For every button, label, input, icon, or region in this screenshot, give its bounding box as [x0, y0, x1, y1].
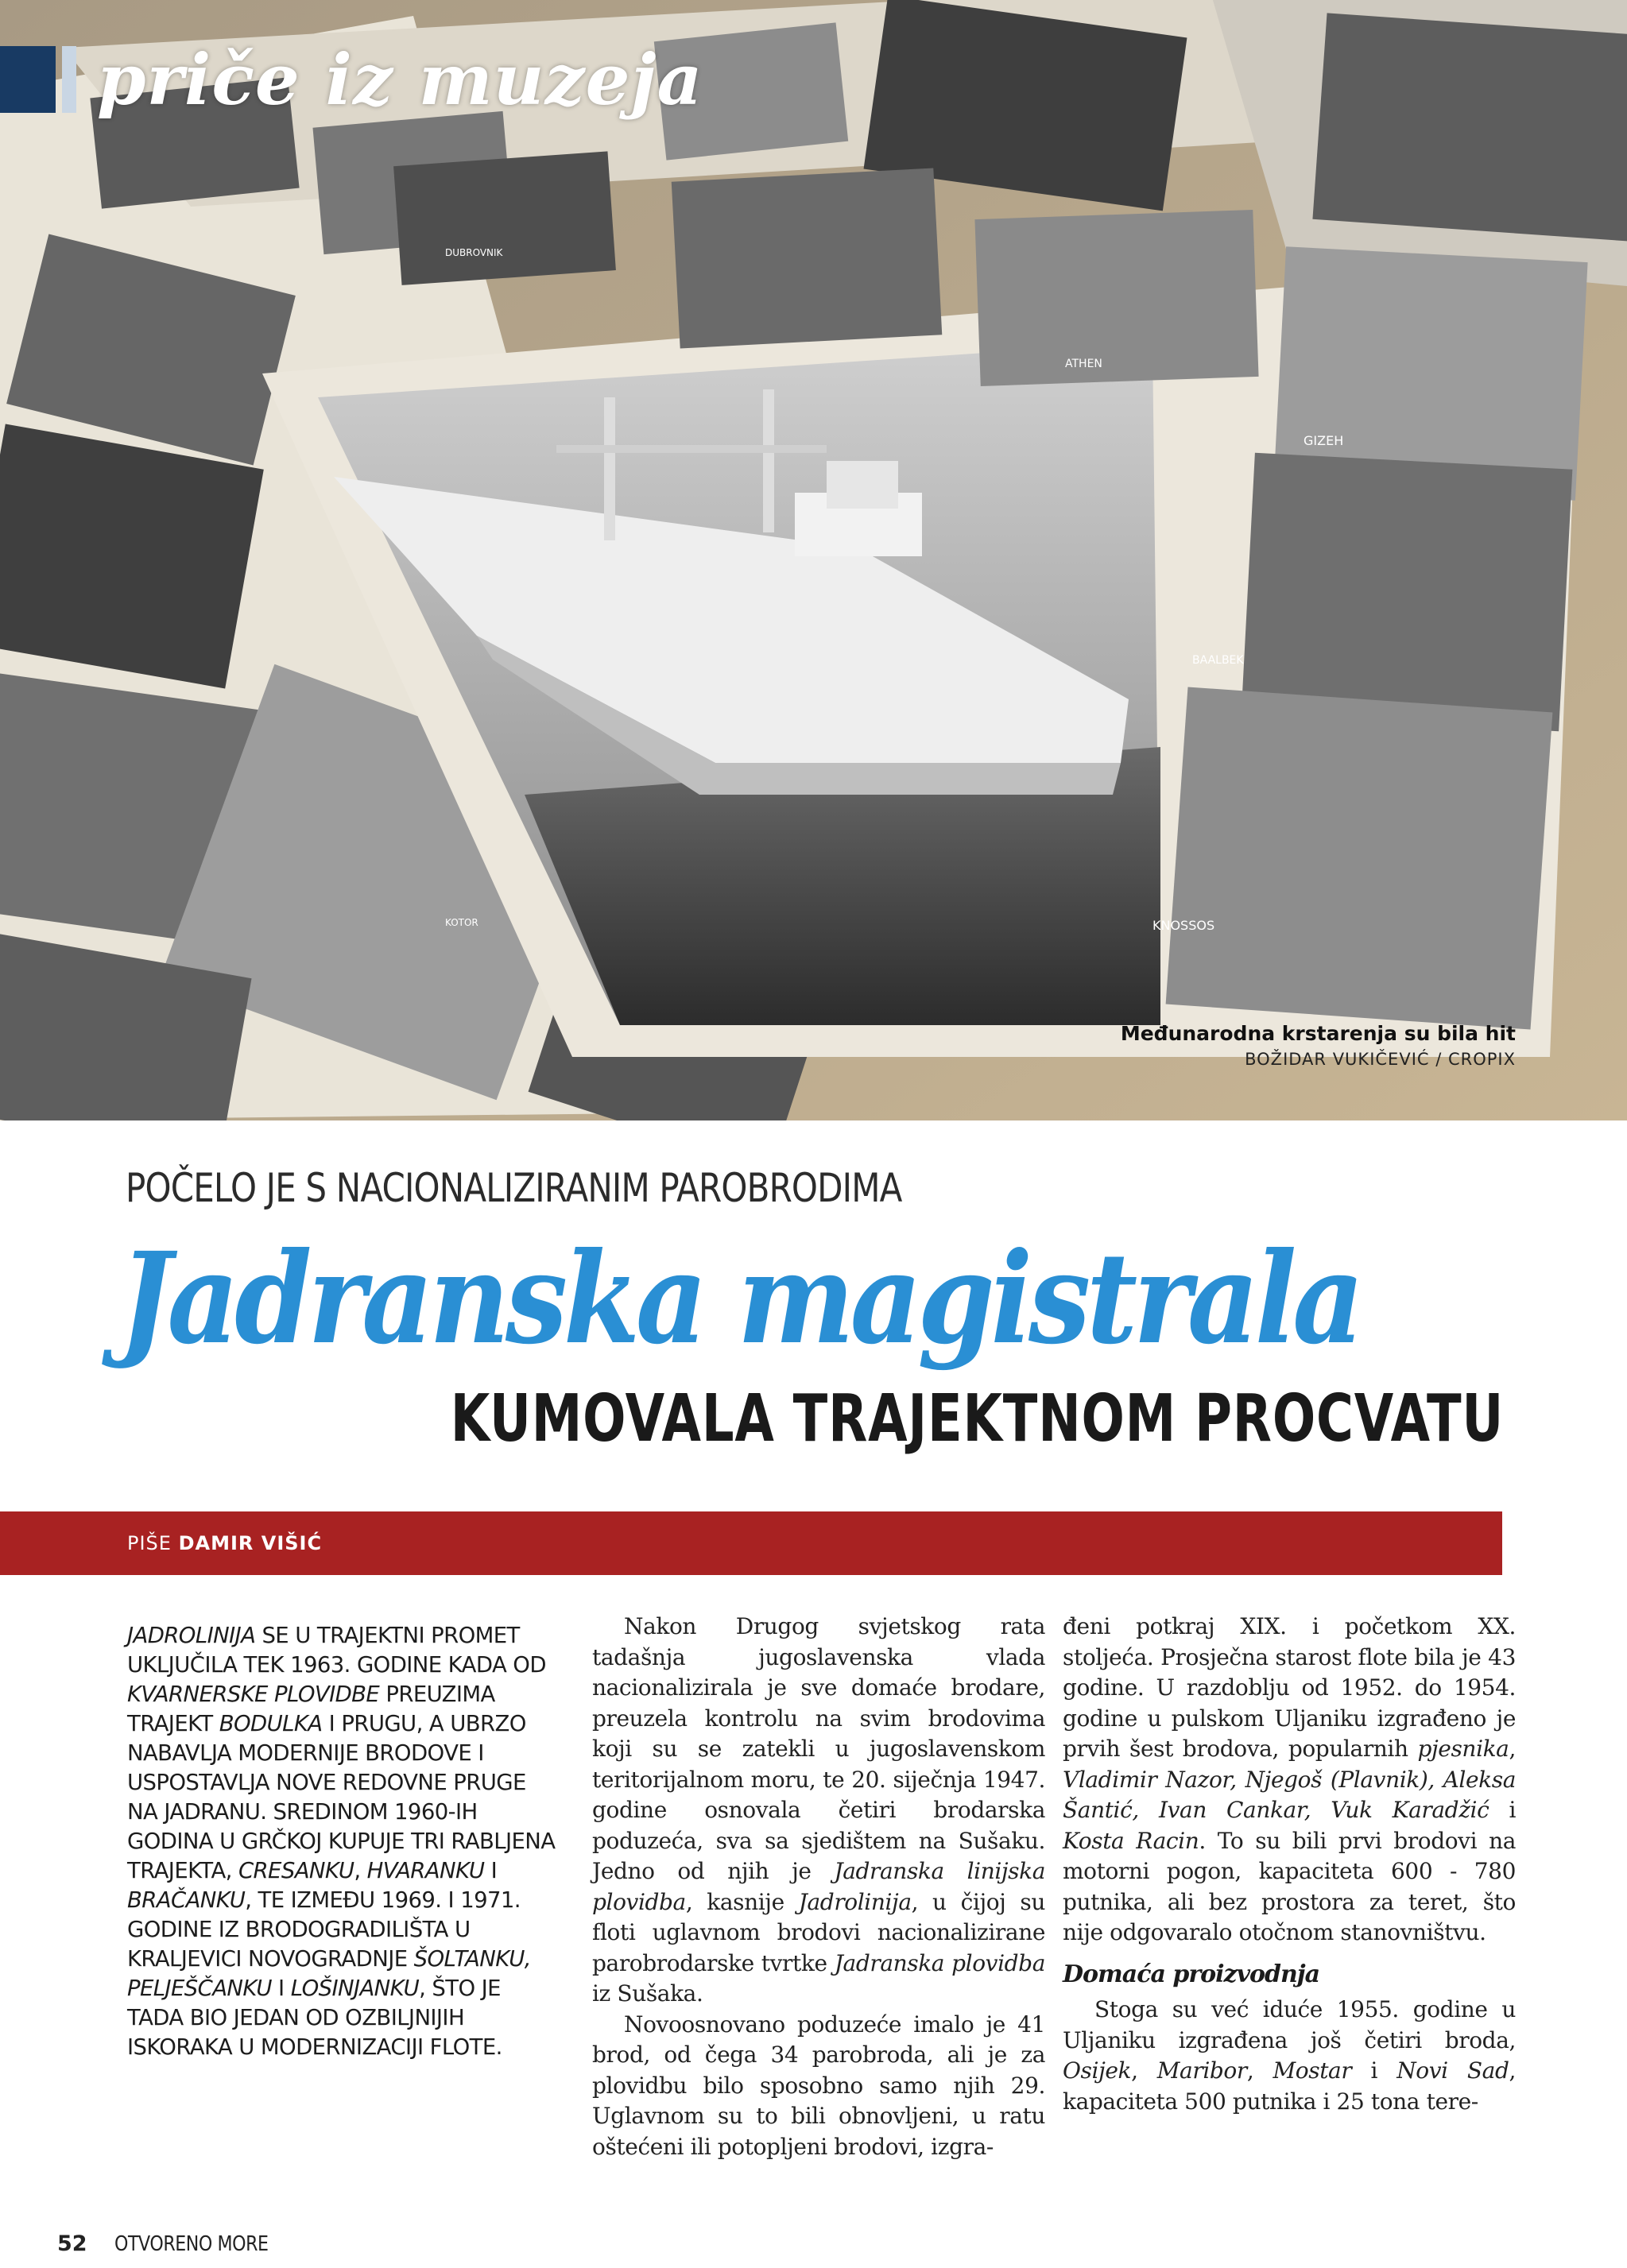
lead-paragraph — [127, 1621, 556, 2062]
postcard-label: BAALBEK — [1192, 654, 1244, 667]
lead-text: JADROLINIJA SE U TRAJEKTNI PROMET UKLJUČILA TEK 1963. GODINE KADA OD KVARNERSKE PLOVIDBE PREUZIMA TRAJEKT BODULKA I PRUGU, A UBRZO NABAVLJA MODERNIJE BRODOVE I USPOSTAVLJA NOVE REDOVNE PRUGE NA JADRANU. SREDINOM 1960-IH GODINA U GRČKOJ KUPUJE TRI RABLJENA TRAJEKTA, CRESANKU, HVARANKU I BRAČANKU, TE IZMEĐU 1969. I 1971. GODINE IZ BRODOGRADILIŠTA U KRALJEVICI NOVOGRADNJE ŠOLTANKU, PELJEŠČANKU I LOŠINJANKU, ŠTO JE TADA BIO JEDAN OD OZBILJNIJIH ISKORAKA U MODERNIZACIJI FLOTE. — [127, 1623, 556, 2060]
italic-run: LOŠINJANKU — [290, 1976, 420, 2001]
italic-run: ŠOLTANKU, PELJEŠČANKU — [127, 1946, 531, 2001]
italic-run: BRAČANKU — [127, 1887, 246, 1913]
postcard-label: KOTOR — [445, 917, 478, 928]
body-column-1 — [592, 1612, 1045, 2162]
postcard-label: GIZEH — [1304, 433, 1344, 448]
postcard-label: KNOSSOS — [1152, 918, 1215, 933]
postcards-collage — [0, 0, 1627, 1120]
magazine-name: OTVORENO MORE — [114, 2232, 269, 2256]
postcard-label: ATHEN — [1065, 358, 1102, 370]
italic-run: Mostar — [1273, 2057, 1352, 2084]
photo-credit: BOŽIDAR VUKIČEVIĆ / CROPIX — [1245, 1050, 1516, 1069]
postcard-label: DUBROVNIK — [445, 247, 503, 258]
italic-run: KVARNERSKE PLOVIDBE — [127, 1682, 380, 1707]
byline — [127, 1532, 322, 1554]
body-paragraph: Stoga su već iduće 1955. godine u Uljaniku izgrađena još četiri broda, Osijek, Maribor, Mostar i Novi Sad, kapaciteta 500 putnika i 25 tona tere- — [1063, 1996, 1516, 2115]
body-paragraph: Nakon Drugog svjetskog rata tadašnja jugoslavenska vlada nacionalizirala je sve domaće brodare, preuzela kontrolu na svim brodovima koji su se zatekli u jugoslavenskom teritorijalnom moru, te 20. siječnja 1947. godine osnovala četiri brodarska poduzeća, sva sa sjedištem na Sušaku. Jedno od njih je Jadranska linijska plovidba, kasnije Jadrolinija, u čijoj su floti uglavnom brodovi nacionalizirane parobrodarske tvrtke Jadranska plovidba iz Sušaka. — [592, 1613, 1045, 2007]
section-title: priče iz muzeja — [97, 38, 703, 121]
italic-run: HVARANKU — [366, 1858, 485, 1883]
italic-run: pjesnika — [1417, 1736, 1509, 1762]
section-tag-accent — [62, 46, 76, 113]
article-subhead: KUMOVALA TRAJEKTNOM PROCVATU — [450, 1381, 1504, 1457]
italic-run: Osijek — [1063, 2057, 1132, 2084]
page-footer — [57, 2231, 295, 2256]
article-headline: Jadranska magistrala — [119, 1225, 1361, 1372]
section-tag-bar — [0, 46, 56, 113]
italic-run: Jadranska linijska plovidba — [592, 1858, 1045, 1915]
byline-prefix: PIŠE — [127, 1532, 172, 1554]
author-name: DAMIR VIŠIĆ — [178, 1532, 323, 1554]
italic-run: CRESANKU — [238, 1858, 354, 1883]
photo-caption — [1121, 1022, 1516, 1069]
article-kicker: POČELO JE S NACIONALIZIRANIM PAROBRODIMA — [126, 1165, 902, 1211]
subheading: Domaća proizvodnja — [1063, 1960, 1320, 1988]
page-number: 52 — [57, 2231, 87, 2256]
body-paragraph: Novoosnovano poduzeće imalo je 41 brod, od čega 34 parobroda, ali je za plovidbu bilo sposobno samo njih 29. Uglavnom su to bili obnovljeni, u ratu oštećeni ili potopljeni brodovi, izgra- — [592, 2011, 1045, 2160]
italic-run: Maribor — [1156, 2057, 1247, 2084]
italic-run: Jadranska plovidba — [834, 1949, 1045, 1976]
body-column-2 — [1063, 1612, 1516, 2117]
caption-title: Međunarodna krstarenja su bila hit — [1120, 1022, 1516, 1045]
hero-photo — [0, 0, 1627, 1120]
italic-run: BODULKA — [219, 1711, 323, 1736]
italic-run: JADROLINIJA — [127, 1623, 256, 1648]
italic-run: Vladimir Nazor, Njegoš (Plavnik), Aleksa Šantić, Ivan Cankar, Vuk Karadžić — [1063, 1766, 1516, 1823]
section-tag — [0, 38, 703, 121]
body-paragraph: đeni potkraj XIX. i početkom XX. stoljeća. Prosječna starost flote bila je 43 godine. U razdoblju od 1952. do 1954. godine u pulskom Uljaniku izgrađeno je prvih šest brodova, popularnih pjesnika, Vladimir Nazor, Njegoš (Plavnik), Aleksa Šantić, Ivan Cankar, Vuk Karadžić i Kosta Racin. To su bili prvi brodovi na motorni pogon, kapaciteta 600 - 780 putnika, ali bez prostora za teret, što nije odgovaralo otočnom stanovništvu. — [1063, 1613, 1517, 1945]
italic-run: Kosta Racin — [1063, 1827, 1199, 1854]
italic-run: Jadrolinija — [798, 1888, 912, 1915]
italic-run: Novi Sad — [1397, 2057, 1509, 2084]
